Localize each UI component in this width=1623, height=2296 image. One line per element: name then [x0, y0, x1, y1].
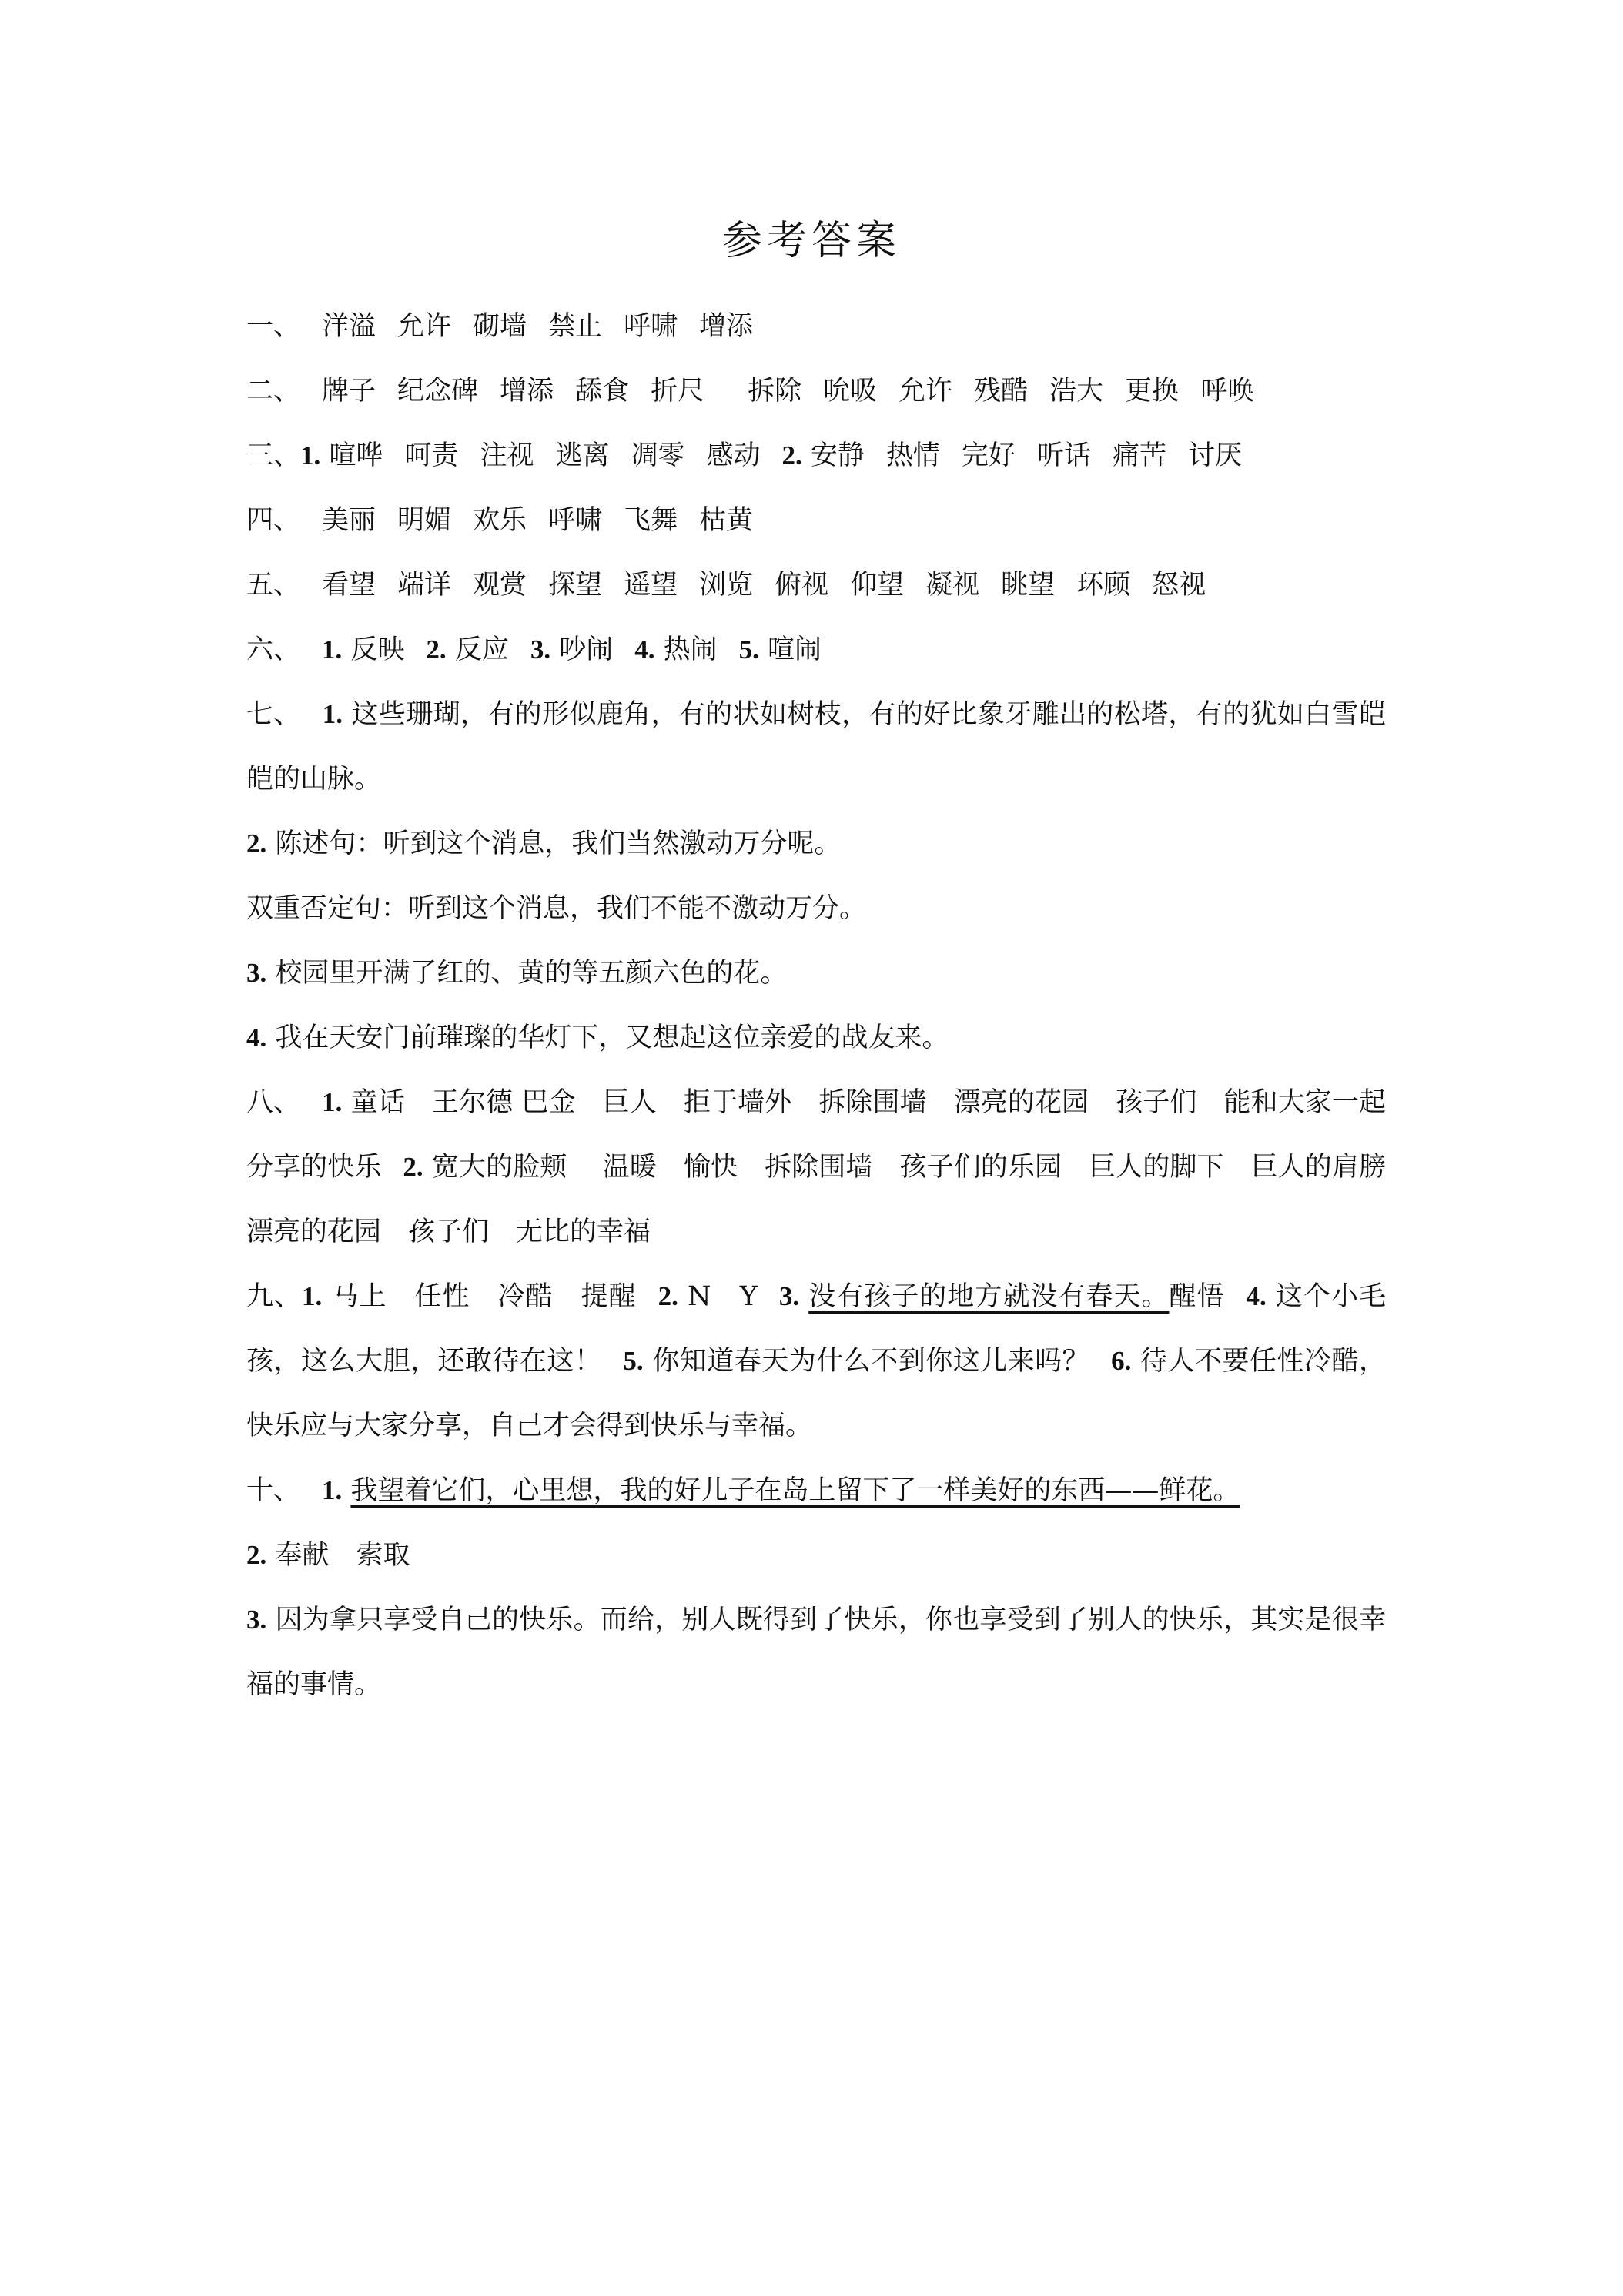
answer-text: 待人不要任性冷酷，快乐应与大家分享，自己才会得到快乐与幸福。: [246, 1346, 1386, 1441]
section-label: 一、: [246, 311, 301, 342]
item-number: 1.: [300, 440, 321, 470]
item-number: 1.: [322, 1475, 343, 1505]
word: 痛苦: [1112, 440, 1166, 471]
word: 牌子: [322, 376, 376, 407]
word: 听话: [1036, 440, 1091, 471]
word: 更换: [1125, 376, 1180, 407]
page-title: 参考答案: [721, 218, 901, 264]
word: 怒视: [1152, 570, 1206, 601]
word: 美丽: [322, 505, 376, 536]
section-5: [246, 553, 1386, 618]
word: 眺望: [1001, 570, 1056, 601]
word: 欢乐: [473, 505, 527, 536]
item-number: 3.: [530, 634, 551, 664]
word: 反应: [454, 634, 509, 665]
word: 端详: [397, 570, 452, 601]
word: 残酷: [974, 376, 1029, 407]
word: 浏览: [699, 570, 754, 601]
section-label: 六、: [246, 634, 301, 665]
word: 感动: [706, 440, 761, 471]
word: 呼啸: [548, 505, 603, 536]
item-number: 2.: [246, 828, 267, 858]
section-10-item-2: [246, 1523, 1386, 1588]
word: 禁止: [548, 311, 603, 342]
item-number: 3.: [778, 1281, 800, 1311]
section-label: 九、: [246, 1281, 303, 1312]
item-number: 2.: [403, 1152, 423, 1182]
word: 允许: [397, 311, 452, 342]
section-1: [246, 294, 1386, 359]
word: 完好: [961, 440, 1016, 471]
word: 凋零: [631, 440, 685, 471]
word: 遥望: [624, 570, 678, 601]
word: 增添: [699, 311, 754, 342]
answer-text: 校园里开满了红的、黄的等五颜六色的花。: [275, 958, 788, 989]
section-6: [246, 618, 1386, 682]
word: 喧闹: [768, 634, 822, 665]
item-number: 2.: [426, 634, 447, 664]
word: 探望: [548, 570, 603, 601]
answer-text: 因为拿只享受自己的快乐。而给，别人既得到了快乐，你也享受到了别人的快乐，其实是很幸福的事情。: [246, 1605, 1386, 1700]
word: 讨厌: [1187, 440, 1242, 471]
word: 明媚: [397, 505, 452, 536]
word: 注视: [480, 440, 534, 471]
word: 热闹: [663, 634, 718, 665]
word: 纪念碑: [397, 376, 479, 407]
word: 吮吸: [823, 376, 878, 407]
word: 呼啸: [624, 311, 678, 342]
answer-text: 奉献 索取: [275, 1540, 410, 1571]
word: 拆除: [748, 376, 802, 407]
word: 俯视: [775, 570, 829, 601]
section-7-item-3: [246, 941, 1386, 1006]
answer-text: N Y: [688, 1281, 758, 1312]
word: 仰望: [850, 570, 905, 601]
word: 砌墙: [473, 311, 527, 342]
word: 飞舞: [624, 505, 678, 536]
answer-text: 宽大的脸颊 温暖 愉快 拆除围墙 孩子们的乐园 巨人的脚下 巨人的肩膀 漂亮的花园 孩子们 无比的幸福: [246, 1152, 1413, 1247]
item-number: 1.: [322, 634, 343, 664]
word: 吵闹: [559, 634, 614, 665]
answer-text: 双重否定句：听到这个消息，我们不能不激动万分。: [246, 893, 867, 924]
answer-content: [246, 294, 1413, 1717]
word: 枯黄: [699, 505, 754, 536]
answer-text: 这个小毛孩，这么大胆，还敢待在这！: [246, 1281, 1386, 1377]
section-label: 二、: [246, 376, 301, 407]
word: 增添: [500, 376, 554, 407]
item-number: 3.: [246, 958, 267, 988]
item-number: 2.: [781, 440, 802, 470]
item-number: 5.: [623, 1346, 644, 1376]
item-number: 4.: [246, 1022, 267, 1053]
word: 安静: [810, 440, 865, 471]
section-7-item-2b: [246, 876, 1386, 941]
item-number: 2.: [658, 1281, 678, 1311]
section-label: 五、: [246, 570, 301, 601]
answer-text: 童话 王尔德 巴金 巨人 拒于墙外 拆除围墙 漂亮的花园 孩子们 能和大家一起分享的快乐: [246, 1087, 1386, 1183]
word: 呼唤: [1200, 376, 1255, 407]
section-label: 三、: [246, 440, 301, 471]
item-number: 6.: [1111, 1346, 1132, 1376]
section-10-item-1: [246, 1458, 1386, 1523]
section-7-item-1: [246, 682, 1386, 812]
item-number: 2.: [246, 1540, 267, 1570]
word: 喧哗: [329, 440, 383, 471]
item-number: 1.: [302, 1281, 323, 1311]
word: 呵责: [404, 440, 459, 471]
section-2: [246, 359, 1386, 423]
section-label: 七、: [246, 699, 301, 730]
section-3: [246, 423, 1386, 488]
word: 允许: [899, 376, 953, 407]
word: 看望: [322, 570, 376, 601]
word: 凝视: [925, 570, 980, 601]
section-label: 八、: [246, 1087, 301, 1118]
underlined-answer: 没有孩子的地方就没有春天。: [808, 1281, 1170, 1312]
answer-text: 这些珊瑚，有的形似鹿角，有的状如树枝，有的好比象牙雕出的松塔，有的犹如白雪皑皑的山脉。: [246, 699, 1386, 795]
section-9: [246, 1264, 1386, 1458]
item-number: 4.: [1246, 1281, 1267, 1311]
answer-text: 我在天安门前璀璨的华灯下，又想起这位亲爱的战友来。: [275, 1022, 949, 1053]
section-label: 四、: [246, 505, 301, 536]
section-8: [246, 1070, 1413, 1264]
section-10-item-3: [246, 1588, 1386, 1717]
word: 观赏: [473, 570, 527, 601]
word: 反映: [350, 634, 405, 665]
section-4: [246, 488, 1386, 553]
item-number: 5.: [738, 634, 759, 664]
answer-text: 马上 任性 冷酷 提醒: [331, 1281, 637, 1312]
item-number: 4.: [634, 634, 655, 664]
answer-text: 你知道春天为什么不到你这儿来吗？: [652, 1346, 1090, 1377]
answer-text: 陈述句：听到这个消息，我们当然激动万分呢。: [275, 828, 842, 859]
item-number: 1.: [322, 1087, 343, 1117]
word: 环顾: [1076, 570, 1131, 601]
item-number: 1.: [322, 699, 343, 729]
answer-text: 醒悟: [1169, 1281, 1225, 1312]
section-7-item-2: [246, 812, 1386, 876]
word: 浩大: [1049, 376, 1104, 407]
underlined-answer: 我望着它们，心里想，我的好儿子在岛上留下了一样美好的东西——鲜花。: [350, 1475, 1240, 1506]
word: 热情: [885, 440, 940, 471]
word: 洋溢: [322, 311, 376, 342]
word: 舔食: [575, 376, 630, 407]
section-label: 十、: [246, 1475, 301, 1506]
word: 折尺: [651, 376, 705, 407]
word: 逃离: [555, 440, 610, 471]
item-number: 3.: [246, 1605, 267, 1635]
section-7-item-4: [246, 1006, 1386, 1070]
